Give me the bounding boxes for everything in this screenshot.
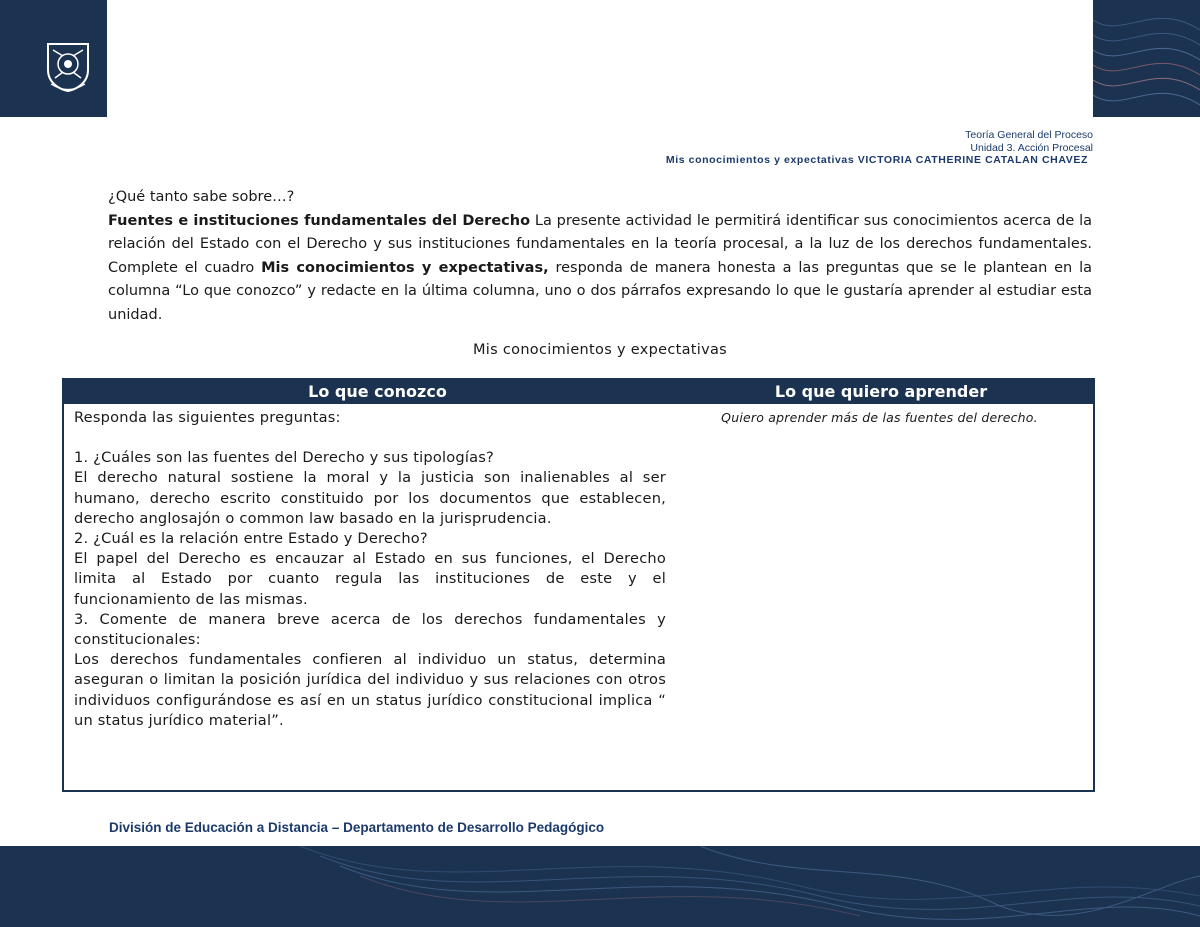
intro-text-2: responda de manera honesta a las preguntas que se le plantean en la columna “Lo que conozco” y redacte en la última columna, uno o dos párrafos expresando lo que le gustaría aprender al estudiar esta unidad. (108, 259, 1092, 323)
question-1: 1. ¿Cuáles son las fuentes del Derecho y sus tipologías? (74, 449, 494, 467)
activity-name: Mis conocimientos y expectativas VICTORIA CATHERINE CATALAN CHAVEZ (665, 154, 1088, 166)
intro-block (108, 186, 1092, 327)
table-body (64, 404, 1093, 731)
wave-decoration (1093, 0, 1200, 117)
col-header-learn: Lo que quiero aprender (774, 382, 988, 401)
unam-seal-icon (45, 40, 91, 92)
intro-bold-2: Mis conocimientos y expectativas, (261, 259, 549, 276)
unit-name: Unidad 3. Acción Procesal (970, 141, 1093, 154)
instructions: Responda las siguientes preguntas: (74, 409, 341, 426)
intro-text-1: La presente actividad le permitirá identificar sus conocimientos acerca de la relación del Estado con el Derecho y sus instituciones fundamentales en la teoría procesal, a la luz de los derechos fundamentales. Complete el cuadro (108, 212, 1092, 276)
question-3: 3. Comente de manera breve acerca de los derechos fundamentales y constitucionales: (74, 610, 666, 649)
course-header (666, 129, 1093, 167)
wave-decoration-bottom (0, 846, 1200, 927)
knowledge-table (62, 378, 1095, 792)
answer-2: El papel del Derecho es encauzar al Estado en sus funciones, el Derecho limita al Estado por cuanto regula las instituciones de este y el funcionamiento de las mismas. (74, 550, 666, 608)
table-header (64, 380, 1093, 404)
intro-topic: Fuentes e instituciones fundamentales del Derecho (108, 212, 531, 229)
spacer (74, 428, 666, 448)
bottom-band (0, 846, 1200, 927)
table-title: Mis conocimientos y expectativas (472, 342, 728, 358)
intro-question: ¿Qué tanto sabe sobre…? (108, 189, 295, 205)
top-right-band (1093, 0, 1200, 117)
learn-column (666, 404, 1093, 731)
known-column (64, 404, 666, 731)
footer-text: División de Educación a Distancia – Departamento de Desarrollo Pedagógico (109, 820, 605, 835)
question-2: 2. ¿Cuál es la relación entre Estado y Derecho? (74, 530, 428, 548)
course-name: Teoría General del Proceso (965, 129, 1093, 141)
answer-1: El derecho natural sostiene la moral y la justicia son inalienables al ser humano, derecho escrito constituido por los documentos que establecen, derecho anglosajón o common law basado en la jurisprudencia. (74, 469, 666, 527)
col-header-known: Lo que conozco (308, 382, 447, 401)
top-left-band (0, 0, 107, 117)
answer-3: Los derechos fundamentales confieren al individuo un status, determina aseguran o limitan la posición jurídica del individuo y sus relaciones con otros individuos configurándose es así en un status jurídico constitucional implica “ un status jurídico material”. (74, 651, 666, 729)
learn-text: Quiero aprender más de las fuentes del derecho. (721, 410, 1038, 425)
